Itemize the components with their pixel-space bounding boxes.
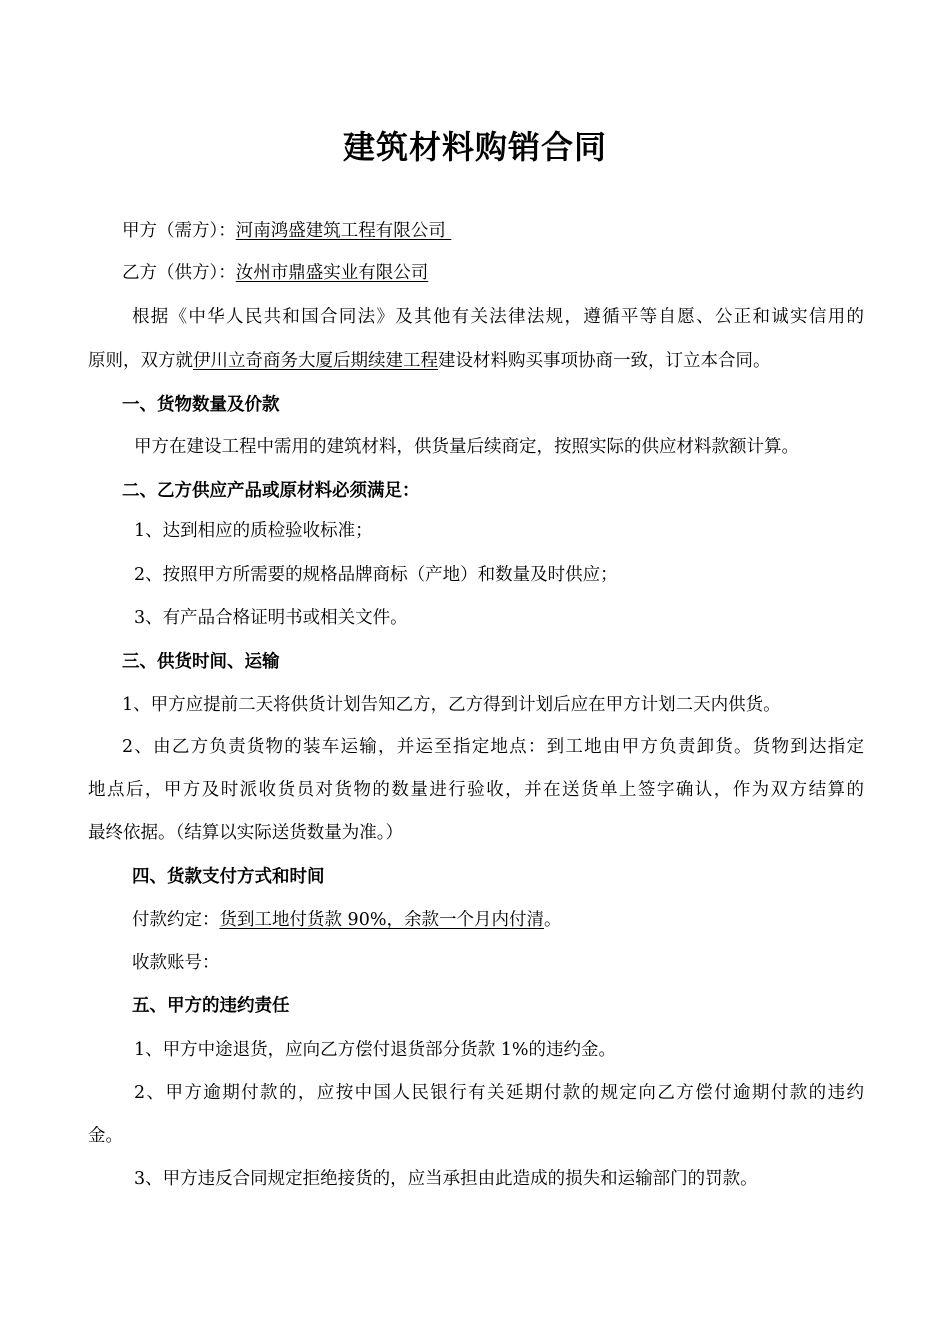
payment-end: 。 [543,910,562,930]
party-a [122,219,451,243]
intro-line-2 [88,349,771,373]
party-a-name: 河南鸿盛建筑工程有限公司 [235,221,452,241]
section-3-heading: 三、供货时间、运输 [122,652,280,672]
section-1-text: 甲方在建设工程中需用的建筑材料，供货量后续商定，按照实际的供应材料款额计算。 [134,437,799,457]
section-5-heading: 五、甲方的违约责任 [132,996,290,1016]
section-4-heading: 四、货款支付方式和时间 [132,867,325,887]
payment-label: 付款约定： [132,910,220,930]
section-5-p3: 3、甲方违反合同规定拒绝接货的，应当承担由此造成的损失和运输部门的罚款。 [134,1169,758,1189]
section-2-item: 3、有产品合格证明书或相关文件。 [134,608,408,628]
payment-value: 货到工地付货款 90%，余款一个月内付清 [219,910,544,930]
section-1-heading: 一、货物数量及价款 [122,395,280,415]
section-3-p2-line3: 最终依据。（结算以实际送货数量为准。） [88,823,403,843]
party-b [122,261,428,285]
section-2-item: 1、达到相应的质检验收标准； [134,521,373,541]
party-b-name: 汝州市鼎盛实业有限公司 [235,263,429,283]
intro-line-1: 根据《中华人民共和国合同法》及其他有关法律法规，遵循平等自愿、公正和诚实信用的 [132,307,864,327]
document-title: 建筑材料购销合同 [342,128,607,166]
intro-text: 建设材料购买事项协商一致，订立本合同。 [438,351,771,371]
intro-text: 原则，双方就 [88,351,193,371]
section-2-item: 2、按照甲方所需要的规格品牌商标（产地）和数量及时供应； [134,565,618,585]
section-5-p2-line2: 金。 [88,1126,123,1146]
section-5-p2-line1: 2、甲方逾期付款的，应按中国人民银行有关延期付款的规定向乙方偿付逾期付款的违约 [134,1083,864,1103]
account-label: 收款账号： [132,953,220,973]
section-3-p1: 1、甲方应提前二天将供货计划告知乙方，乙方得到计划后应在甲方计划二天内供货。 [122,695,781,715]
section-2-heading: 二、乙方供应产品或原材料必须满足： [122,481,420,501]
section-3-p2-line2: 地点后，甲方及时派收货员对货物的数量进行验收，并在送货单上签字确认，作为双方结算的 [88,780,864,800]
section-3-p2-line1: 2、由乙方负责货物的装车运输，并运至指定地点：到工地由甲方负责卸货。货物到达指定 [122,737,864,757]
party-a-label: 甲方（需方）： [122,221,236,241]
payment-terms [132,908,561,932]
party-b-label: 乙方（供方）： [122,263,236,283]
project-name: 伊川立奇商务大厦后期续建工程 [193,351,438,371]
section-5-p1: 1、甲方中途退货，应向乙方偿付退货部分货款 1%的违约金。 [134,1040,616,1060]
